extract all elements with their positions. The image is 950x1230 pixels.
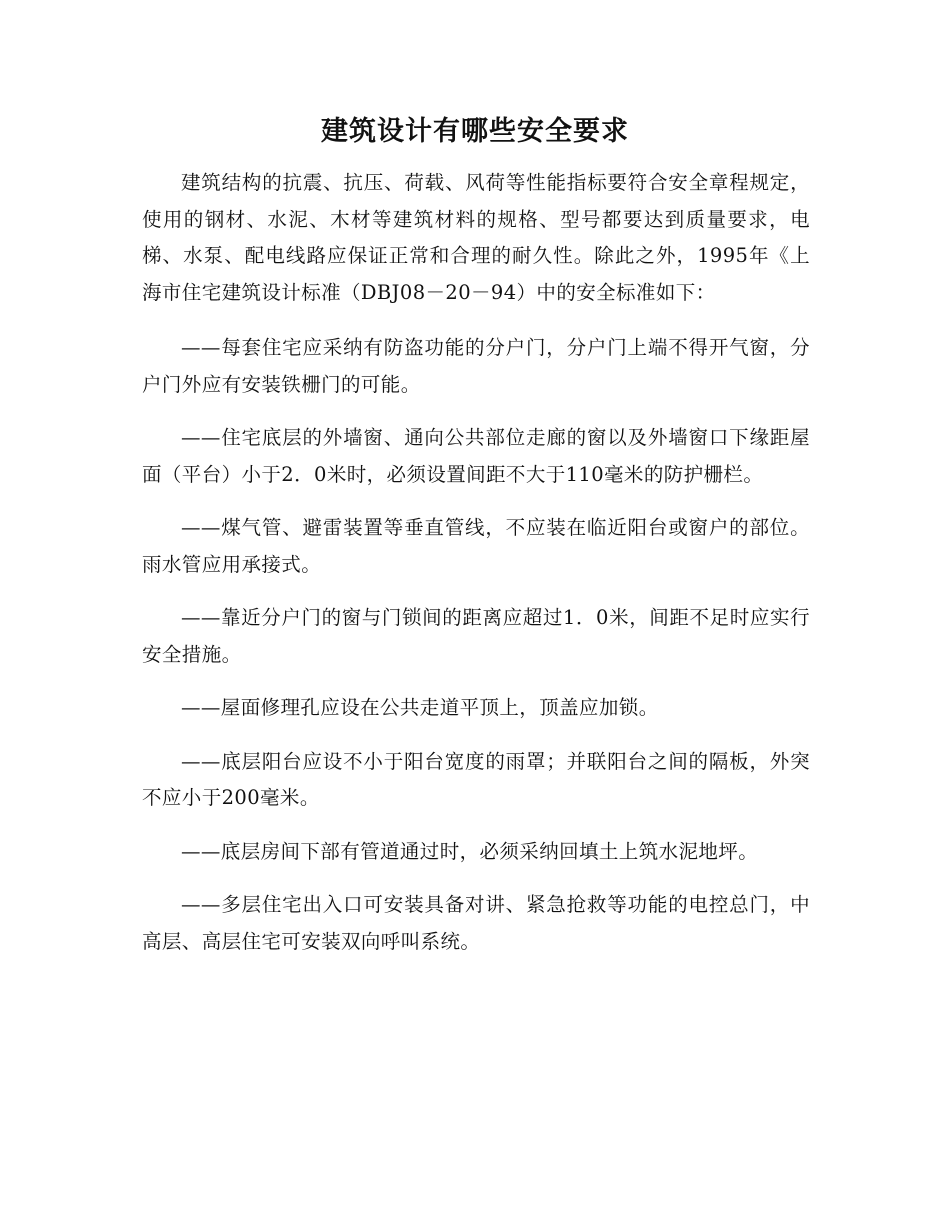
requirement-item-1: ——每套住宅应采纳有防盗功能的分户门，分户门上端不得开气窗，分户门外应有安装铁栅门的可能。 [142, 336, 810, 396]
requirement-item-6: ——底层阳台应设不小于阳台宽度的雨罩；并联阳台之间的隔板，外突不应小于200毫米。 [142, 749, 810, 809]
requirement-item-5: ——屋面修理孔应设在公共走道平顶上，顶盖应加锁。 [181, 696, 659, 719]
requirement-item-8: ——多层住宅出入口可安装具备对讲、紧急抢救等功能的电控总门，中高层、高层住宅可安装双向呼叫系统。 [142, 893, 810, 953]
document-body [142, 165, 810, 977]
requirement-item-7: ——底层房间下部有管道通过时，必须采纳回填土上筑水泥地坪。 [181, 839, 759, 863]
intro-paragraph: 建筑结构的抗震、抗压、荷载、风荷等性能指标要符合安全章程规定，使用的钢材、水泥、木材等建筑材料的规格、型号都要达到质量要求，电梯、水泵、配电线路应保证正常和合理的耐久性。除此之外，1995年《上海市住宅建筑设计标准（DBJ08－20－94）中的安全标准如下： [142, 171, 810, 304]
requirement-item-4: ——靠近分户门的窗与门锁间的距离应超过1．0米，间距不足时应实行安全措施。 [142, 606, 810, 666]
document-title: 建筑设计有哪些安全要求 [321, 116, 629, 147]
requirement-item-3: ——煤气管、避雷装置等垂直管线，不应装在临近阳台或窗户的部位。雨水管应用承接式。 [142, 516, 810, 576]
requirement-item-2: ——住宅底层的外墙窗、通向公共部位走廊的窗以及外墙窗口下缘距屋面（平台）小于2．0米时，必须设置间距不大于110毫米的防护栅栏。 [142, 426, 810, 486]
